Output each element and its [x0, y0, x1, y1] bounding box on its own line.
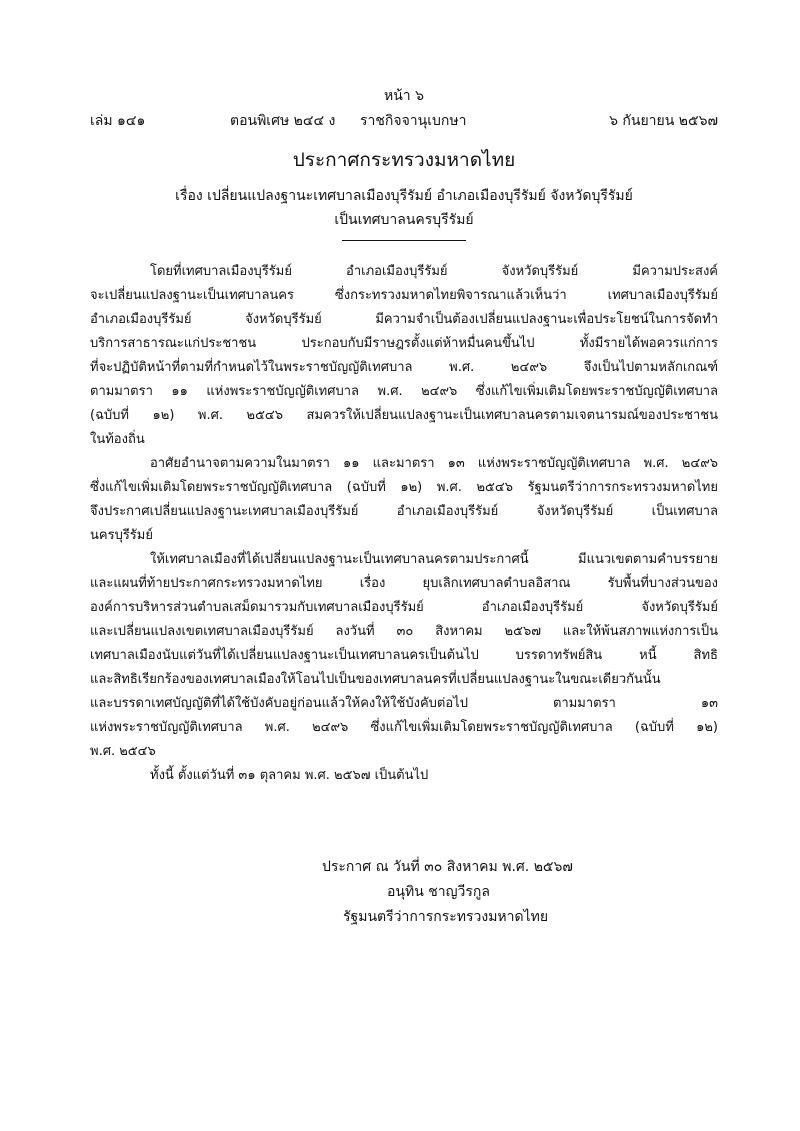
body-line: องค์การบริหารส่วนตำบลเสม็ดมารวมกับเทศบาลเมืองบุรีรัมย์ อำเภอเมืองบุรีรัมย์ จังหวัดบุรีรัมย์: [90, 600, 718, 615]
body-line: (ฉบับที่ ๑๒) พ.ศ. ๒๕๔๖ สมควรให้เปลี่ยนแปลงฐานะเป็นเทศบาลนครตามเจตนารมณ์ของประชาชน: [90, 408, 718, 423]
body-line: พ.ศ. ๒๕๔๖: [90, 744, 156, 759]
body-line: ซึ่งแก้ไขเพิ่มเติมโดยพระราชบัญญัติเทศบาล (ฉบับที่ ๑๒) พ.ศ. ๒๕๔๖ รัฐมนตรีว่าการกระทรวงมหาดไทย: [90, 480, 718, 495]
signatory-position: รัฐมนตรีว่าการกระทรวงมหาดไทย: [343, 909, 549, 925]
paragraph-1: [90, 260, 718, 452]
paragraph-3: [90, 548, 718, 764]
body-line: ที่จะปฏิบัติหน้าที่ตามที่กำหนดไว้ในพระราชบัญญัติเทศบาล พ.ศ. ๒๔๙๖ จึงเป็นไปตามหลักเกณฑ์: [90, 360, 718, 375]
body-line: โดยที่เทศบาลเมืองบุรีรัมย์ อำเภอเมืองบุรีรัมย์ จังหวัดบุรีรัมย์ มีความประสงค์: [150, 264, 718, 279]
announcement-body: [90, 260, 718, 788]
body-line: เทศบาลเมืองนับแต่วันที่ได้เปลี่ยนแปลงฐานะเป็นเทศบาลนครเป็นต้นไป บรรดาทรัพย์สิน หนี้ สิทธิ: [90, 648, 718, 663]
body-line: นครบุรีรัมย์: [90, 528, 153, 543]
body-line: และเปลี่ยนแปลงเขตเทศบาลเมืองบุรีรัมย์ ลงวันที่ ๓๐ สิงหาคม ๒๕๖๗ และให้พ้นสภาพแห่งการเป็น: [90, 624, 718, 639]
body-line: บริการสาธารณะแก่ประชาชน ประกอบกับมีราษฎรตั้งแต่ห้าหมื่นคนขึ้นไป ทั้งมีรายได้พอควรแก่การ: [90, 336, 718, 351]
subject-line: เรื่อง เปลี่ยนแปลงฐานะเทศบาลเมืองบุรีรัมย์ อำเภอเมืองบุรีรัมย์ จังหวัดบุรีรัมย์: [175, 188, 633, 204]
announcement-date: ประกาศ ณ วันที่ ๓๐ สิงหาคม พ.ศ. ๒๕๖๗: [322, 859, 573, 875]
announcement-title: ประกาศกระทรวงมหาดไทย: [292, 149, 516, 171]
paragraph-4: [90, 764, 718, 788]
body-line: ตามมาตรา ๑๑ แห่งพระราชบัญญัติเทศบาล พ.ศ. ๒๔๙๖ ซึ่งแก้ไขเพิ่มเติมโดยพระราชบัญญัติเทศบาล: [90, 384, 718, 399]
signatory-name: อนุทิน ชาญวีรกูล: [387, 884, 490, 900]
body-line: อาศัยอำนาจตามความในมาตรา ๑๑ และมาตรา ๑๓ แห่งพระราชบัญญัติเทศบาล พ.ศ. ๒๔๙๖: [150, 456, 718, 471]
body-line: ให้เทศบาลเมืองที่ได้เปลี่ยนแปลงฐานะเป็นเทศบาลนครตามประกาศนี้ มีแนวเขตตามคำบรรยาย: [150, 552, 718, 567]
body-line: จึงประกาศเปลี่ยนแปลงฐานะเทศบาลเมืองบุรีรัมย์ อำเภอเมืองบุรีรัมย์ จังหวัดบุรีรัมย์ เป็นเทศบาล: [90, 504, 718, 519]
page-number: หน้า ๖: [384, 88, 424, 104]
gazette-name: ราชกิจจานุเบกษา: [360, 113, 467, 129]
volume-label: เล่ม ๑๔๑: [90, 113, 146, 129]
body-line: จะเปลี่ยนแปลงฐานะเป็นเทศบาลนคร ซึ่งกระทรวงมหาดไทยพิจารณาแล้วเห็นว่า เทศบาลเมืองบุรีรัมย์: [90, 288, 718, 303]
announcement-subject: [90, 184, 718, 232]
paragraph-2: [90, 452, 718, 548]
body-line: และสิทธิเรียกร้องของเทศบาลเมืองให้โอนไปเป็นของเทศบาลนครที่เปลี่ยนแปลงฐานะในขณะเดียวกันนั้น: [90, 672, 661, 687]
gazette-date: ๖ กันยายน ๒๕๖๗: [609, 113, 718, 129]
body-line: และแผนที่ท้ายประกาศกระทรวงมหาดไทย เรื่อง ยุบเลิกเทศบาลตำบลอิสาณ รับพื้นที่บางส่วนของ: [90, 576, 718, 591]
title-divider: [342, 240, 466, 241]
body-line: อำเภอเมืองบุรีรัมย์ จังหวัดบุรีรัมย์ มีความจำเป็นต้องเปลี่ยนแปลงฐานะเพื่อประโยชน์ในการจัดทำ: [90, 312, 718, 327]
issue-label: ตอนพิเศษ ๒๔๔ ง: [230, 113, 336, 129]
subject-line: เป็นเทศบาลนครบุรีรัมย์: [334, 212, 474, 228]
body-line: ทั้งนี้ ตั้งแต่วันที่ ๓๑ ตุลาคม พ.ศ. ๒๕๖๗ เป็นต้นไป: [150, 768, 429, 783]
body-line: ในท้องถิ่น: [90, 432, 145, 447]
body-line: แห่งพระราชบัญญัติเทศบาล พ.ศ. ๒๔๙๖ ซึ่งแก้ไขเพิ่มเติมโดยพระราชบัญญัติเทศบาล (ฉบับที่ ๑๒): [90, 720, 718, 735]
body-line: และบรรดาเทศบัญญัติที่ได้ใช้บังคับอยู่ก่อนแล้วให้คงให้ใช้บังคับต่อไป ตามมาตรา ๑๓: [90, 696, 718, 711]
